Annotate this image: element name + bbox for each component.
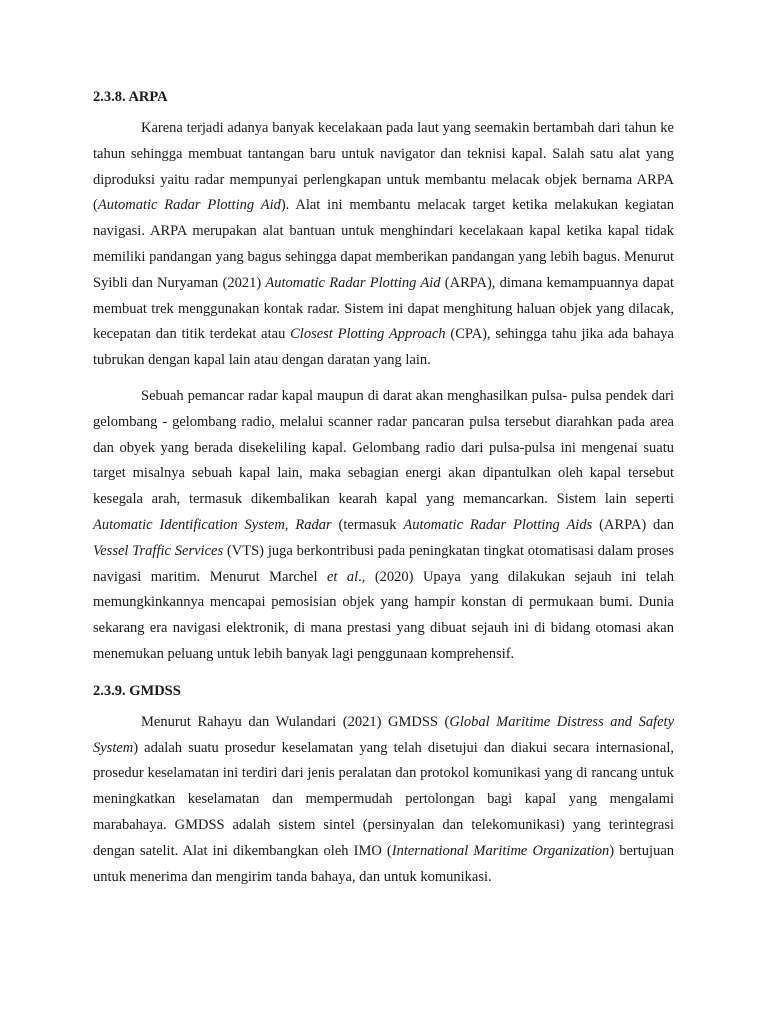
section-heading-arpa: 2.3.8. ARPA [93,89,168,105]
text-run: (ARPA), dimana kemampuannya dapat membuat trek menggunakan kontak radar. Sistem ini dapat menghitung haluan objek yang dilacak, kecepatan dan titik terdekat atau [93,274,674,343]
paragraph-arpa-1 [93,116,674,374]
text-run-italic: Automatic Radar Plotting Aids [403,516,593,533]
text-run: Karena terjadi adanya banyak kecelakaan pada laut yang seemakin bertambah dari tahun ke tahun sehingga membuat tantangan baru untuk navigator dan teknisi kapal. Salah satu alat yang diproduksi yaitu radar mempunyai perlengkapan untuk membantu melacak objek bernama ARPA ( [93,120,674,214]
text-run: ., (2020) Upaya yang dilakukan sejauh ini telah memungkinkannya mencapai pemosisian objek yang hampir konstan di permukaan bumi. Dunia sekarang era navigasi elektronik, di mana prestasi yang dibuat sejauh ini di bidang otomasi akan menemukan peluang untuk lebih banyak lagi penggunaan komprehensif. [93,568,674,662]
text-run: Menurut Rahayu dan Wulandari (2021) GMDSS ( [141,713,450,730]
text-run-italic: Global Maritime Distress and Safety System [93,713,675,756]
text-run: Sebuah pemancar radar kapal maupun di darat akan menghasilkan pulsa- pulsa pendek dari gelombang - gelombang radio, melalui scanner radar pancaran pulsa tersebut diarahkan pada area dan obyek yang berada disekeliling kapal. Gelombang radio dari pulsa-pulsa ini mengenai suatu target misalnya sebuah kapal lain, maka sebagian energi akan dipantulkan oleh kapal tersebut kesegala arah, termasuk dikembalikan kearah kapal yang memancarkan. Sistem lain seperti [93,387,674,508]
text-run-italic: Automatic Radar Plotting Aid [265,274,441,291]
paragraph-arpa-2 [93,384,674,668]
text-run-italic: Closest Plotting Approach [290,326,446,343]
text-run: (CPA), sehingga tahu jika ada bahaya tubrukan dengan kapal lain atau dengan daratan yang lain. [93,326,674,369]
text-run-italic: Automatic Identification System, Radar [93,516,332,533]
text-run-italic: Automatic Radar Plotting Aid [97,197,281,214]
section-heading-gmdss: 2.3.9. GMDSS [93,682,181,699]
text-run: (VTS) juga berkontribusi pada peningkatan tingkat otomatisasi dalam proses navigasi maritim. Menurut Marchel [93,542,675,585]
paragraph-gmdss-1 [93,710,674,891]
text-run: (ARPA) dan [592,516,674,533]
text-run: ) adalah suatu prosedur keselamatan yang telah disetujui dan diakui secara internasional, prosedur keselamatan ini terdiri dari jenis peralatan dan protokol komunikasi yang di rancang untuk meningkatkan keselamatan dan mempermudah pertolongan bagi kapal yang mengalami marabahaya. GMDSS adalah sistem sintel (persinyalan dan telekomunikasi) yang terintegrasi dengan satelit. Alat ini dikembangkan oleh IMO ( [93,739,674,859]
text-run: (termasuk [331,516,404,533]
text-run-italic: et al [326,568,359,585]
document-body [93,84,674,890]
text-run: ). Alat ini membantu melacak target ketika melakukan kegiatan navigasi. ARPA merupakan alat bantuan untuk menghindari kecelakaan kapal ketika kapal tidak memiliki pandangan yang bagus sehingga dapat memberikan pandangan yang lebih bagus. Menurut Syibli dan Nuryaman (2021) [93,197,674,291]
text-run: ) bertujuan untuk menerima dan mengirim tanda bahaya, dan untuk komunikasi. [93,842,674,885]
text-run-italic: Vessel Traffic Services [93,542,224,559]
text-run-italic: International Maritime Organization [391,842,610,859]
